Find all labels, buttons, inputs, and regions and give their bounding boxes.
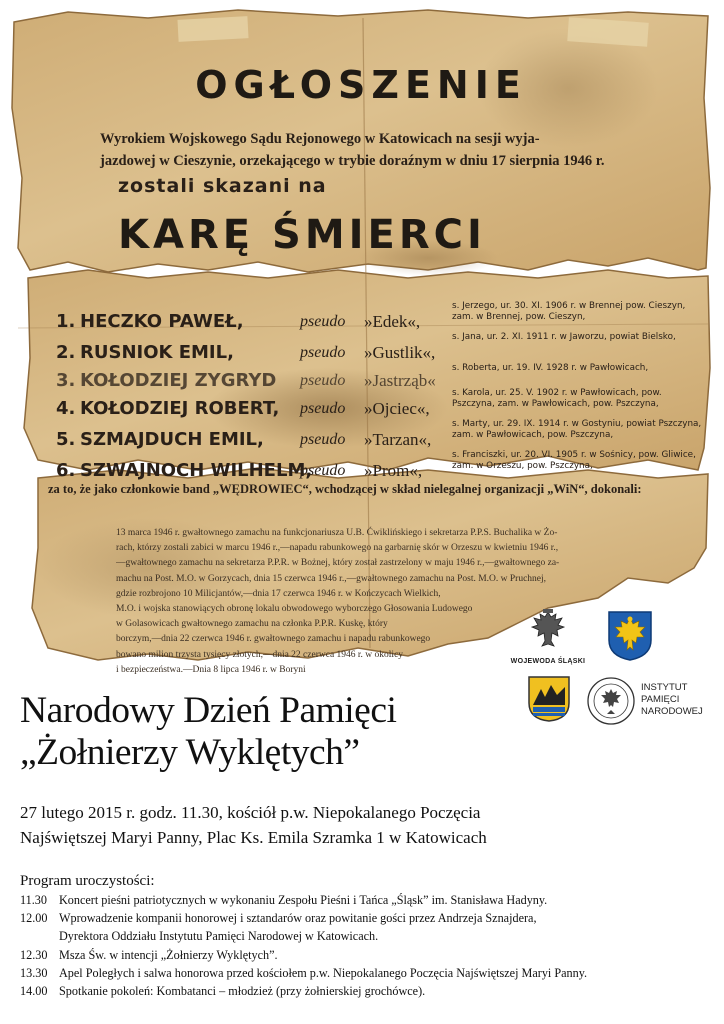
title-line-1: Narodowy Dzień Pamięci	[20, 690, 397, 731]
convict-number: 1.	[56, 311, 76, 332]
poster-verdict	[100, 128, 710, 172]
wojewoda-logo	[505, 608, 591, 666]
katowice-coat-of-arms-icon	[527, 675, 571, 723]
pseudo-label: pseudo	[300, 312, 346, 330]
body-line: 13 marca 1946 r. gwałtownego zamachu na funkcjonariusza U.B. Ćwiklińskiego i sekretarza P.P.S. Buchalika w Żo-	[116, 528, 558, 538]
convict-alias: »Gustlik«,	[364, 342, 436, 362]
convict-detail: s. Marty, ur. 29. IX. 1914 r. w Gostyniu, powiat Pszczyna, zam. w Pawłowicach, pow. Pszczyna,	[452, 419, 702, 441]
body-line: gdzie rozbrojono 10 Milicjantów,—dnia 17 czerwca 1946 r. w Kończycach Wielkich,	[116, 588, 441, 599]
convict-row	[56, 424, 446, 455]
body-line: i bezpieczeństwa.—Dnia 8 lipca 1946 r. w Boryni	[116, 664, 306, 675]
convict-name: SZWAJNOCH WILHELM,	[80, 460, 313, 481]
convict-number: 4.	[56, 398, 76, 419]
convict-alias: »Ojciec«,	[364, 398, 430, 418]
convict-name: KOŁODZIEJ ZYGRYD	[80, 370, 277, 391]
program-item	[20, 982, 587, 1000]
event-details	[20, 800, 487, 850]
body-line: M.O. i wojska stanowiących obronę lokalu obwodowego wyborczego Głosowania Ludowego	[116, 604, 473, 615]
program-text: Msza Św. w intencji „Żołnierzy Wyklętych”.	[59, 947, 278, 962]
program-time: 12.00	[20, 910, 48, 925]
convict-detail: s. Roberta, ur. 19. IV. 1928 r. w Pawłowicach,	[452, 363, 649, 373]
body-line: machu na Post. M.O. w Gorzycach, dnia 15 czerwca 1946 r.,—gwałtownego zamachu na Post. M.O. w Pruchnej,	[116, 573, 547, 584]
convict-number: 6.	[56, 460, 76, 481]
convict-alias: »Prom«,	[364, 460, 423, 480]
convict-name: HECZKO PAWEŁ,	[80, 311, 244, 332]
ipn-line-1: INSTYTUT	[641, 682, 688, 693]
program-time: 11.30	[20, 892, 47, 907]
white-eagle-icon	[528, 608, 568, 652]
convict-number: 5.	[56, 429, 76, 450]
convict-name: KOŁODZIEJ ROBERT,	[80, 398, 280, 419]
program-item	[20, 891, 587, 909]
program-text: Koncert pieśni patriotycznych w wykonaniu Zespołu Pieśni i Tańca „Śląsk” im. Stanisława Hadyny.	[59, 892, 548, 907]
poster-accusation: za to, że jako członkowie band „WĘDROWIEC“, wchodzącej w skład nielegalnej organizacji „WiN“, dokonali:	[48, 482, 642, 496]
convict-number: 3.	[56, 370, 76, 391]
pseudo-label: pseudo	[300, 371, 346, 389]
convict-detail: s. Franciszki, ur. 20. VI. 1905 r. w Sośnicy, pow. Gliwice, zam. w Orzeszu, pow. Pszczyna,	[452, 450, 696, 472]
ipn-line-2: PAMIĘCI	[641, 694, 680, 705]
convict-name: RUSNIOK EMIL,	[80, 342, 234, 363]
ipn-name	[641, 682, 703, 718]
program-time: 14.00	[20, 984, 48, 999]
body-line: borczym,—dnia 22 czerwca 1946 r. gwałtownego zamachu i napadu rabunkowego	[116, 634, 431, 645]
convict-name: SZMAJDUCH EMIL,	[80, 429, 264, 450]
convict-row	[56, 337, 446, 368]
program-time: 13.30	[20, 965, 48, 980]
program-time: 12.30	[20, 947, 48, 962]
convict-number: 2.	[56, 342, 76, 363]
ipn-logo	[586, 674, 716, 730]
poster-sentenced: zostali skazani na	[118, 175, 327, 197]
body-line: rach, którzy zostali zabici w marcu 1946 r.,—napadu rabunkowego na garbarnię skór w Orzeszu w kwietniu 1946 r.,	[116, 543, 559, 554]
verdict-line-2: jazdowej w Cieszynie, orzekającego w trybie doraźnym w dniu 17 sierpnia 1946 r.	[100, 153, 605, 169]
pseudo-label: pseudo	[300, 399, 346, 417]
program-text: Wprowadzenie kompanii honorowej i sztandarów oraz powitanie gości przez Andrzeja Sznajdera,	[59, 910, 537, 925]
convict-detail: s. Jerzego, ur. 30. XI. 1906 r. w Brennej pow. Cieszyn, zam. w Brennej, pow. Cieszyn,	[452, 301, 686, 323]
event-line-2: Najświętszej Maryi Panny, Plac Ks. Emila Szramka 1 w Katowicach	[20, 828, 487, 847]
convict-alias: »Edek«,	[364, 311, 421, 331]
convict-alias: »Tarzan«,	[364, 429, 432, 449]
convict-details	[452, 301, 702, 481]
page-title	[20, 690, 396, 774]
program-item	[20, 946, 587, 964]
program-item	[20, 964, 587, 982]
convict-row	[56, 368, 446, 393]
event-line-1: 27 lutego 2015 r. godz. 11.30, kościół p.w. Niepokalanego Poczęcia	[20, 803, 481, 822]
ipn-line-3: NARODOWEJ	[641, 706, 703, 717]
pseudo-label: pseudo	[300, 461, 346, 479]
convict-detail: s. Karola, ur. 25. V. 1902 r. w Pawłowicach, pow. Pszczyna, zam. w Pawłowicach, pow. Pszczyna,	[452, 388, 662, 410]
pseudo-label: pseudo	[300, 430, 346, 448]
wojewoda-caption: WOJEWODA ŚLĄSKI	[510, 658, 586, 665]
program-list	[20, 891, 587, 1001]
convict-list	[56, 306, 446, 486]
convict-row	[56, 393, 446, 424]
program-text: Apel Poległych i salwa honorowa przed kościołem p.w. Niepokalanego Poczęcia Najświętszej Maryi Panny.	[59, 965, 588, 980]
ipn-seal-icon	[586, 676, 636, 726]
body-line: w Golasowicach gwałtownego zamachu na członka P.P.R. Kuskę, który	[116, 619, 388, 630]
program-text: Spotkanie pokoleń: Kombatanci – młodzież (przy żołnierskiej grochówce).	[59, 984, 426, 999]
poster-title: OGŁOSZENIE	[195, 63, 527, 107]
title-line-2: „Żołnierzy Wyklętych”	[20, 732, 360, 773]
convict-detail: s. Jana, ur. 2. XI. 1911 r. w Jaworzu, powiat Bielsko,	[452, 332, 676, 342]
convict-row	[56, 306, 446, 337]
program-title: Program uroczystości:	[20, 873, 155, 889]
program-item	[20, 909, 587, 927]
body-line: bowano milion trzysta tysięcy złotych,—dnia 22 czerwca 1946 r. w okolicy	[116, 649, 404, 660]
body-line: —gwałtownego zamachu na sekretarza P.P.R. w Bożnej, który został zastrzelony w maju 1946 r.,—gwałtownego za-	[116, 558, 560, 569]
silesia-coat-of-arms-icon	[607, 610, 653, 662]
historical-poster	[8, 8, 714, 675]
program-text: Dyrektora Oddziału Instytutu Pamięci Narodowej w Katowicach.	[59, 929, 379, 944]
pseudo-label: pseudo	[300, 343, 346, 361]
convict-alias: »Jastrząb«	[364, 370, 436, 390]
poster-death-sentence: KARĘ ŚMIERCI	[118, 212, 486, 258]
program-item-continuation	[20, 928, 587, 946]
verdict-line-1: Wyrokiem Wojskowego Sądu Rejonowego w Katowicach na sesji wyja-	[100, 131, 540, 147]
